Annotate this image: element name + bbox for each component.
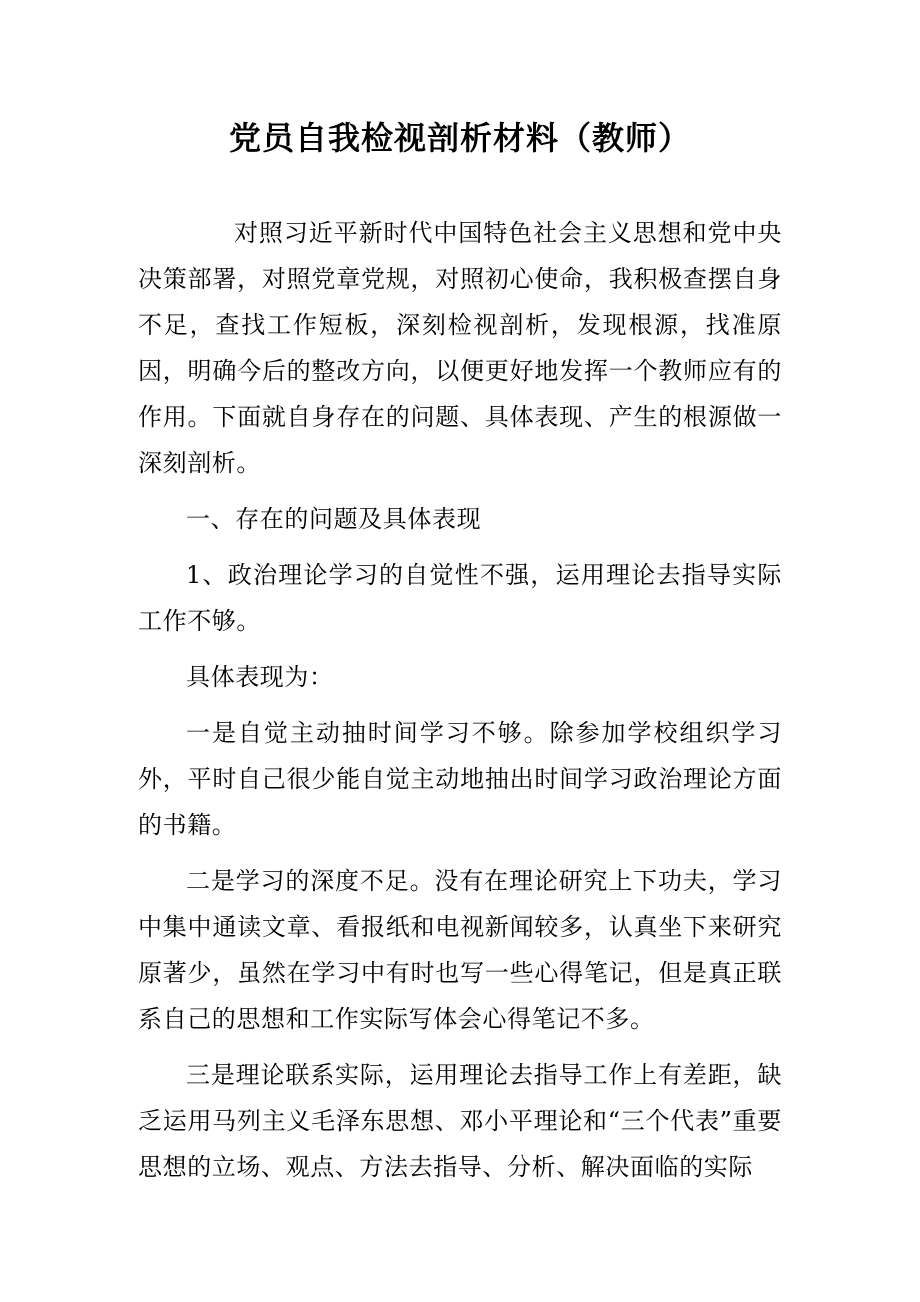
point-three-paragraph: 三是理论联系实际，运用理论去指导工作上有差距，缺乏运用马列主义毛泽东思想、邓小平理论和“三个代表”重要思想的立场、观点、方法去指导、分析、解决面临的实际 xyxy=(138,1061,782,1181)
point-two-paragraph: 二是学习的深度不足。没有在理论研究上下功夫，学习中集中通读文章、看报纸和电视新闻较多，认真坐下来研究原著少，虽然在学习中有时也写一些心得笔记，但是真正联系自己的思想和工作实际写体会心得笔记不多。 xyxy=(138,867,782,1033)
document-title: 党员自我检视剖析材料（教师） xyxy=(228,119,691,157)
point-one-paragraph: 一是自觉主动抽时间学习不够。除参加学校组织学习外，平时自己很少能自觉主动地抽出时间学习政治理论方面的书籍。 xyxy=(138,719,782,839)
section-heading: 一、存在的问题及具体表现 xyxy=(186,505,482,533)
manifestation-label: 具体表现为： xyxy=(186,663,334,691)
document-body xyxy=(138,210,782,1190)
problem-heading: 1、政治理论学习的自觉性不强，运用理论去指导实际工作不够。 xyxy=(138,561,782,635)
intro-paragraph: 对照习近平新时代中国特色社会主义思想和党中央决策部署，对照党章党规，对照初心使命，我积极查摆自身不足，查找工作短板，深刻检视剖析，发现根源，找准原因，明确今后的整改方向，以便更好地发挥一个教师应有的作用。下面就自身存在的问题、具体表现、产生的根源做一深刻剖析。 xyxy=(138,219,782,477)
